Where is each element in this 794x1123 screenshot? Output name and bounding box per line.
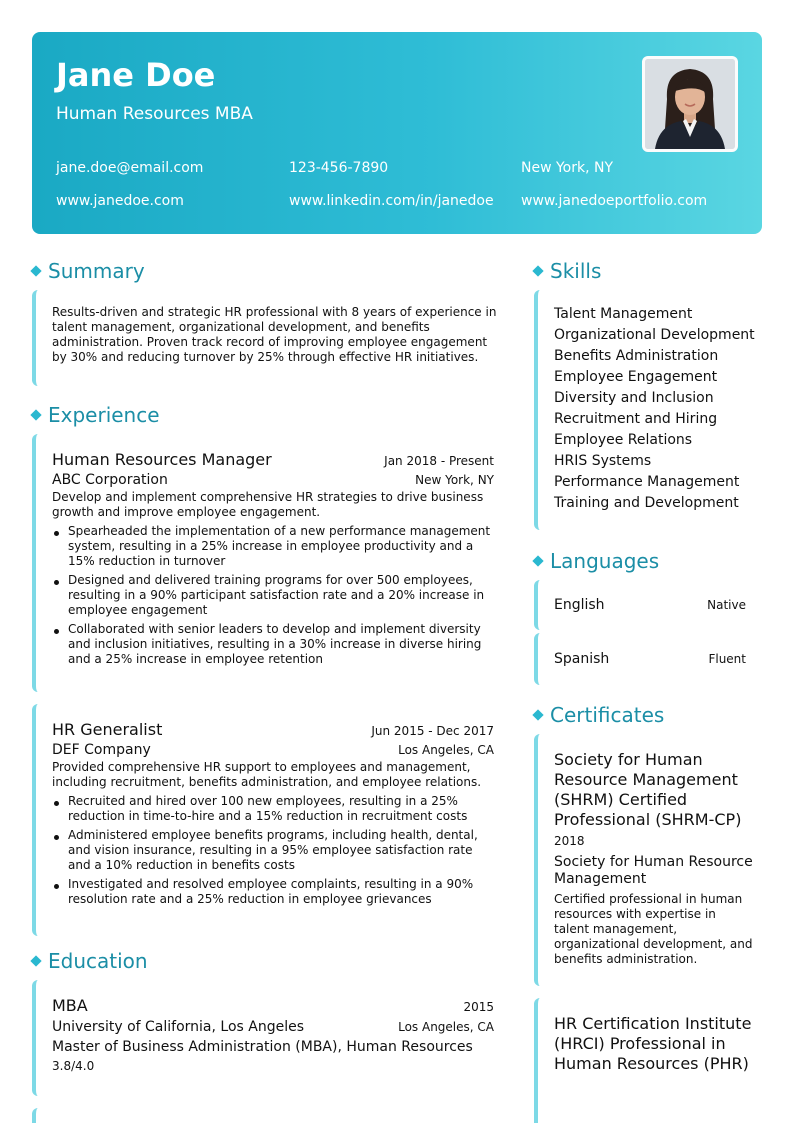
email-link[interactable]: jane.doe@email.com [56,160,204,176]
skill-item: Training and Development [554,495,739,511]
company-name: ABC Corporation [52,472,168,488]
language-name: Spanish [554,651,610,667]
certificate-year: 2018 [554,834,585,848]
diamond-icon [30,265,41,276]
certificate-description: Certified professional in human resources with expertise in talent management, organizational development, and benefits administration. [554,892,753,966]
job-location: New York, NY [415,473,494,487]
bullet-item: Administered employee benefits programs, including health, dental, and vision insurance, resulting in a 95% employee satisfaction rate and a 10% reduction in benefits costs [52,828,494,873]
diamond-icon [532,555,543,566]
degree-field: Master of Business Administration (MBA), Human Resources [52,1039,473,1055]
language-level: Native [707,598,746,612]
language-item [534,580,750,630]
company-name: DEF Company [52,742,151,758]
experience-item [32,434,498,692]
experience-item [32,704,498,936]
school-name: University of California, Los Angeles [52,1019,305,1035]
job-location: Los Angeles, CA [398,743,494,757]
bullet-item: Recruited and hired over 100 new employees, resulting in a 25% reduction in time-to-hire and a 15% reduction in recruitment costs [52,794,494,824]
certificate-name: Society for Human Resource Management (SHRM) Certified Professional (SHRM-CP) [554,750,742,829]
job-dates: Jan 2018 - Present [384,454,494,468]
language-level: Fluent [708,652,746,666]
skill-item: HRIS Systems [554,453,652,469]
diamond-icon [30,955,41,966]
skill-item: Talent Management [554,306,693,322]
candidate-title: Human Resources MBA [56,104,253,124]
linkedin-link[interactable]: www.linkedin.com/in/janedoe [289,193,494,209]
skill-item: Employee Relations [554,432,693,448]
language-item [534,633,750,685]
summary-heading-label: Summary [48,259,145,283]
job-dates: Jun 2015 - Dec 2017 [371,724,494,738]
location-text: New York, NY [521,160,614,176]
summary-heading [30,259,145,283]
profile-photo-avatar-icon [645,59,735,149]
profile-photo [642,56,738,152]
education-heading [30,949,148,973]
skills-heading-label: Skills [550,259,602,283]
certificate-item [534,998,754,1123]
skill-item: Diversity and Inclusion [554,390,714,406]
certificates-heading [532,703,664,727]
degree-name: MBA [52,996,88,1015]
certificate-item [534,734,754,986]
diamond-icon [532,709,543,720]
skills-block [534,290,762,530]
experience-heading [30,403,160,427]
skill-item: Recruitment and Hiring [554,411,718,427]
job-description: Develop and implement comprehensive HR strategies to drive business growth and improve employee engagement. [52,490,484,519]
language-name: English [554,597,605,613]
languages-heading [532,549,659,573]
education-item-partial [32,1108,498,1123]
bullet-item: Collaborated with senior leaders to develop and implement diversity and inclusion initiatives, resulting in a 30% increase in diverse hiring and a 25% increase in employee retention [52,622,494,667]
skill-item: Benefits Administration [554,348,719,364]
languages-heading-label: Languages [550,549,660,573]
job-description: Provided comprehensive HR support to employees and management, including recruitment, benefits administration, and employee relations. [52,760,482,789]
job-title: HR Generalist [52,720,163,739]
job-bullets [52,794,494,907]
job-title: Human Resources Manager [52,450,272,469]
education-item [32,980,498,1096]
website-link[interactable]: www.janedoe.com [56,193,184,209]
certificate-issuer: Society for Human Resource Management [554,854,753,887]
skill-item: Performance Management [554,474,740,490]
diamond-icon [532,265,543,276]
candidate-name: Jane Doe [56,56,216,94]
summary-block [32,290,498,386]
bullet-item: Designed and delivered training programs for over 500 employees, resulting in a 90% participant satisfaction rate and a 20% increase in employee engagement [52,573,494,618]
header-banner [32,32,762,234]
job-bullets [52,524,494,667]
experience-heading-label: Experience [48,403,160,427]
phone-number[interactable]: 123-456-7890 [289,160,389,176]
bullet-item: Investigated and resolved employee complaints, resulting in a 90% resolution rate and a 25% reduction in employee grievances [52,877,494,907]
certificate-name: HR Certification Institute (HRCI) Professional in Human Resources (PHR) [554,1014,752,1073]
diamond-icon [30,409,41,420]
graduation-year: 2015 [463,1000,494,1014]
school-location: Los Angeles, CA [398,1020,494,1034]
bullet-item: Spearheaded the implementation of a new performance management system, resulting in a 25% increase in employee productivity and a 15% reduction in turnover [52,524,494,569]
certificates-heading-label: Certificates [550,703,665,727]
education-heading-label: Education [48,949,148,973]
summary-text: Results-driven and strategic HR professional with 8 years of experience in talent management, organizational development, and benefits administration. Proven track record of improving employee engagement by 30% and reducing turnover by 25% through effective HR initiatives. [52,305,497,364]
skill-item: Organizational Development [554,327,755,343]
skills-heading [532,259,601,283]
skill-item: Employee Engagement [554,369,718,385]
portfolio-link[interactable]: www.janedoeportfolio.com [521,193,708,209]
gpa: 3.8/4.0 [52,1059,95,1073]
